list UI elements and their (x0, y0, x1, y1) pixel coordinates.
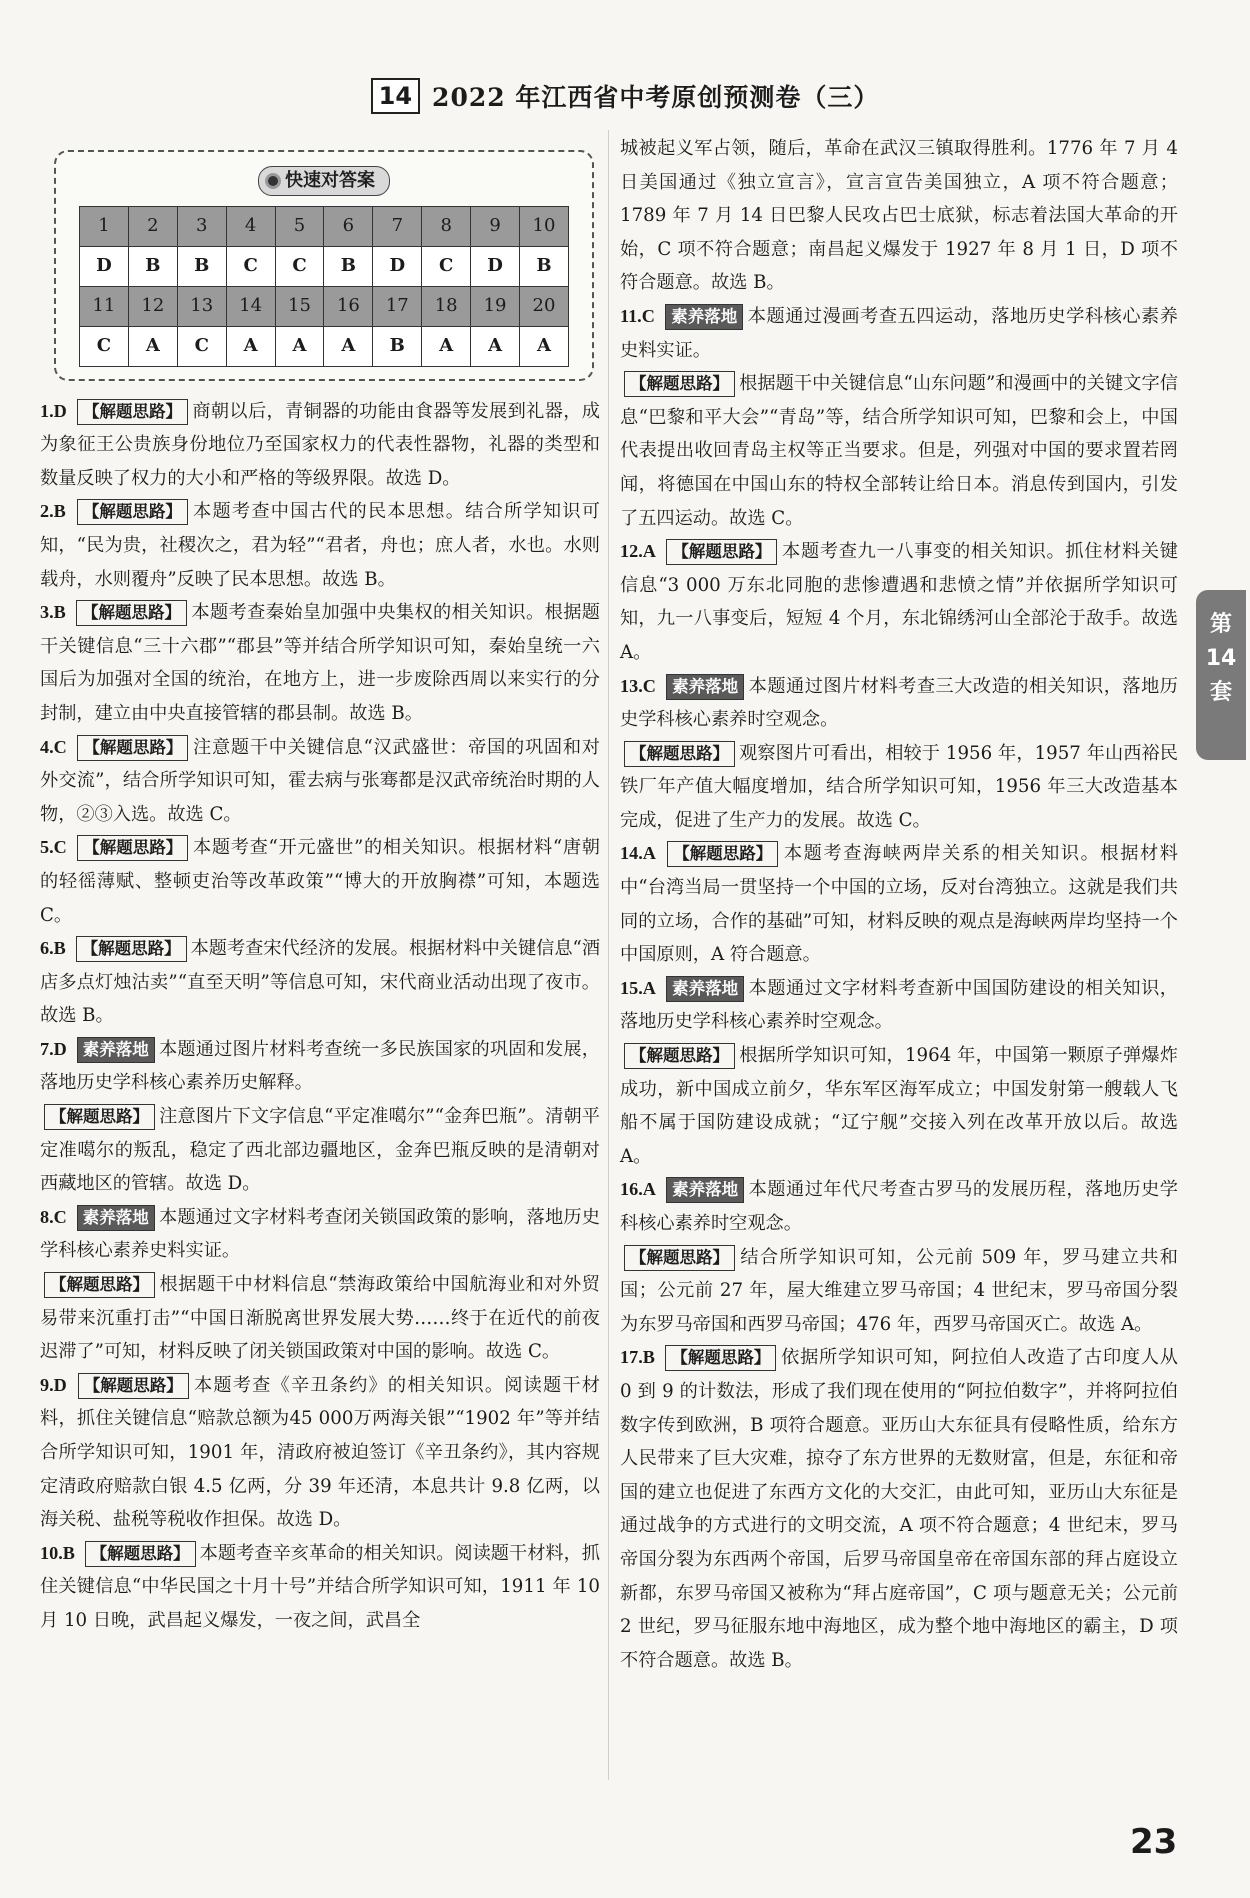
answer-cell: A (275, 326, 324, 366)
question-number-cell: 4 (226, 206, 275, 246)
chapter-side-tab (1196, 590, 1246, 760)
answer-cell: D (471, 246, 520, 286)
analysis-label: 【解题思路】 (624, 1245, 735, 1271)
analysis-label: 【解题思路】 (667, 841, 778, 867)
question-number-cell: 5 (275, 206, 324, 246)
question-number-cell: 6 (324, 206, 373, 246)
answer-table-answer-row (80, 326, 569, 366)
answer-cell: C (80, 326, 129, 366)
page-title: 2022 年江西省中考原创预测卷（三） (432, 83, 880, 112)
analysis-label: 【解题思路】 (77, 499, 188, 525)
answer-cell: B (128, 246, 177, 286)
answer-table-number-row (80, 286, 569, 326)
answer-item-13: 13.C 素养落地 本题通过图片材料考查三大改造的相关知识，落地历史学科核心素养时空观念。 【解题思路】 观察图片可看出，相较于 1956 年，1957 年山西裕民铁厂年产值大幅度增加，结合所学知识可知，1956 年三大改造基本完成，促进了生产力的发展。故选 C。 (620, 675, 1178, 831)
answer-table-answer-row (80, 246, 569, 286)
target-icon (265, 173, 281, 189)
question-number-cell: 3 (177, 206, 226, 246)
question-number-cell: 19 (471, 286, 520, 326)
answer-item-15: 15.A 素养落地 本题通过文字材料考查新中国国防建设的相关知识，落地历史学科核心素养时空观念。 【解题思路】 根据所学知识可知，1964 年，中国第一颗原子弹爆炸成功，新中国成立前夕，华东军区海军成立；中国发射第一艘载人飞船不属于国防建设成就；“辽宁舰”交接入列在改革开放以后。故选 A。 (620, 977, 1178, 1167)
analysis-label: 【解题思路】 (666, 539, 777, 565)
literacy-label: 素养落地 (666, 674, 744, 700)
analysis-label: 【解题思路】 (77, 399, 188, 425)
side-tab-line-3: 套 (1209, 680, 1232, 705)
analysis-label: 【解题思路】 (624, 741, 735, 767)
answer-cell: A (128, 326, 177, 366)
literacy-label: 素养落地 (666, 1177, 744, 1203)
page-number: 23 (1130, 1822, 1178, 1862)
answer-cell: A (520, 326, 569, 366)
question-number-cell: 2 (128, 206, 177, 246)
answer-item-14: 14.A 【解题思路】 本题考查海峡两岸关系的相关知识。根据材料中“台湾当局一贯坚持一个中国的立场，反对台湾独立。这就是我们共同的立场，合作的基础”可知，材料反映的观点是海峡两岸均坚持一个中国原则，A 符合题意。 (620, 843, 1178, 966)
answer-item-17: 17.B 【解题思路】 依据所学知识可知，阿拉伯人改造了古印度人从 0 到 9 的计数法，形成了我们现在使用的“阿拉伯数字”，并将阿拉伯数字传到欧洲，B 项符合题意。亚历山大东征具有侵略性质，给东方人民带来了巨大灾难，掠夺了东方世界的无数财富，但是，东征和帝国的建立也促进了东西方文化的大交汇，由此可知，亚历山大东征是通过战争的方式进行的文明交流，A 项不符合题意；4 世纪末，罗马帝国分裂为东西两个帝国，后罗马帝国皇帝在帝国东部的拜占庭设立新都，东罗马帝国又被称为“拜占庭帝国”，C 项与题意无关；公元前 2 世纪，罗马征服东地中海地区，成为整个地中海地区的霸主，D 项不符合题意。故选 B。 (620, 1347, 1178, 1671)
answer-cell: A (324, 326, 373, 366)
side-tab-line-1: 第 (1209, 612, 1232, 637)
right-column (620, 132, 1178, 1677)
answer-cell: A (422, 326, 471, 366)
analysis-label: 【解题思路】 (77, 735, 188, 761)
analysis-label: 【解题思路】 (77, 835, 188, 861)
literacy-label: 素养落地 (77, 1205, 155, 1231)
answer-item-5: 5.C 【解题思路】 本题考查“开元盛世”的相关知识。根据材料“唐朝的轻徭薄赋、整顿吏治等改革政策”“博大的开放胸襟”可知，本题选 C。 (40, 837, 600, 926)
literacy-label: 素养落地 (666, 976, 744, 1002)
column-divider (608, 130, 609, 1780)
answer-cell: B (324, 246, 373, 286)
answer-cell: D (80, 246, 129, 286)
answer-item-4: 4.C 【解题思路】 注意题干中关键信息“汉武盛世：帝国的巩固和对外交流”，结合所学知识可知，霍去病与张骞都是汉武帝统治时期的人物，②③入选。故选 C。 (40, 736, 600, 825)
answer-table-number-row (80, 206, 569, 246)
question-number-cell: 1 (80, 206, 129, 246)
answer-item-10: 10.B 【解题思路】 本题考查辛亥革命的相关知识。阅读题干材料，抓住关键信息“中华民国之十月十号”并结合所学知识可知，1911 年 10 月 10 日晚，武昌起义爆发，一夜之间，武昌全 (40, 1542, 600, 1631)
answer-item-3: 3.B 【解题思路】 本题考查秦始皇加强中央集权的相关知识。根据题干关键信息“三十六郡”“郡县”等并结合所学知识可知，秦始皇统一六国后为加强对全国的统治，在地方上，进一步废除西周以来实行的分封制，建立由中央直接管辖的郡县制。故选 B。 (40, 602, 600, 724)
answer-cell: B (177, 246, 226, 286)
answer-cell: C (422, 246, 471, 286)
question-number-cell: 12 (128, 286, 177, 326)
side-tab-line-2: 14 (1205, 646, 1237, 671)
answer-cell: A (226, 326, 275, 366)
answer-cell: C (226, 246, 275, 286)
answer-cell: C (275, 246, 324, 286)
set-number-badge: 14 (371, 78, 420, 114)
question-number-cell: 13 (177, 286, 226, 326)
answer-item-10-continued: 城被起义军占领，随后，革命在武汉三镇取得胜利。1776 年 7 月 4 日美国通过《独立宣言》，宣言宣告美国独立，A 项不符合题意；1789 年 7 月 14 日巴黎人民攻占巴士底狱，标志着法国大革命的开始，C 项不符合题意；南昌起义爆发于 1927 年 8 月 1 日，D 项不符合题意。故选 B。 (620, 138, 1178, 294)
analysis-label: 【解题思路】 (624, 371, 735, 397)
question-number-cell: 14 (226, 286, 275, 326)
literacy-label: 素养落地 (77, 1037, 155, 1063)
answer-cell: C (177, 326, 226, 366)
analysis-label: 【解题思路】 (665, 1345, 776, 1371)
analysis-label: 【解题思路】 (44, 1104, 155, 1130)
answer-cell: B (520, 246, 569, 286)
analysis-label: 【解题思路】 (44, 1272, 155, 1298)
answer-item-11: 11.C 素养落地 本题通过漫画考查五四运动，落地历史学科核心素养史料实证。 【解题思路】 根据题干中关键信息“山东问题”和漫画中的关键文字信息“巴黎和平大会”“青岛”等，结合所学知识可知，巴黎和会上，中国代表提出收回青岛主权等正当要求。但是，列强对中国的要求置若罔闻，将德国在中国山东的特权全部转让给日本。消息传到国内，引发了五四运动。故选 C。 (620, 305, 1178, 529)
answer-item-2: 2.B 【解题思路】 本题考查中国古代的民本思想。结合所学知识可知，“民为贵，社稷次之，君为轻”“君者，舟也；庶人者，水也。水则载舟，水则覆舟”反映了民本思想。故选 B。 (40, 501, 600, 590)
analysis-label: 【解题思路】 (76, 936, 187, 962)
analysis-label: 【解题思路】 (78, 1373, 189, 1399)
left-column (40, 132, 600, 1638)
answer-item-16: 16.A 素养落地 本题通过年代尺考查古罗马的发展历程，落地历史学科核心素养时空观念。 【解题思路】 结合所学知识可知，公元前 509 年，罗马建立共和国；公元前 27 年，屋大维建立罗马帝国；4 世纪末，罗马帝国分裂为东罗马帝国和西罗马帝国；476 年，西罗马帝国灭亡。故选 A。 (620, 1179, 1178, 1335)
answer-item-1: 1.D 【解题思路】 商朝以后，青铜器的功能由食器等发展到礼器，成为象征王公贵族身份地位乃至国家权力的代表性器物，礼器的类型和数量反映了权力的大小和严格的等级界限。故选 D。 (40, 400, 600, 489)
question-number-cell: 7 (373, 206, 422, 246)
page-header (0, 78, 1250, 114)
question-number-cell: 10 (520, 206, 569, 246)
question-number-cell: 17 (373, 286, 422, 326)
question-number-cell: 20 (520, 286, 569, 326)
answer-item-7: 7.D 素养落地 本题通过图片材料考查统一多民族国家的巩固和发展，落地历史学科核心素养历史解释。 【解题思路】 注意图片下文字信息“平定准噶尔”“金奔巴瓶”。清朝平定准噶尔的叛乱，稳定了西北部边疆地区，金奔巴瓶反映的是清朝对西藏地区的管辖。故选 D。 (40, 1038, 600, 1195)
answer-table (79, 206, 569, 367)
analysis-label: 【解题思路】 (76, 600, 187, 626)
quick-answer-title: 快速对答案 (70, 164, 578, 198)
question-number-cell: 15 (275, 286, 324, 326)
quick-answer-box (54, 150, 594, 381)
answer-cell: D (373, 246, 422, 286)
answer-item-9: 9.D 【解题思路】 本题考查《辛丑条约》的相关知识。阅读题干材料，抓住关键信息“赔款总额为45 000万两海关银”“1902 年”等并结合所学知识可知，1901 年，清政府被迫签订《辛丑条约》，其内容规定清政府赔款白银 4.5 亿两，分 39 年还清，本息共计 9.8 亿两，以海关税、盐税等税收作担保。故选 D。 (40, 1374, 600, 1531)
answer-item-8: 8.C 素养落地 本题通过文字材料考查闭关锁国政策的影响，落地历史学科核心素养史料实证。 【解题思路】 根据题干中材料信息“禁海政策给中国航海业和对外贸易带来沉重打击”“中国日渐脱离世界发展大势……终于在近代的前夜迟滞了”可知，材料反映了闭关锁国政策对中国的影响。故选 C。 (40, 1206, 600, 1363)
answer-item-12: 12.A 【解题思路】 本题考查九一八事变的相关知识。抓住材料关键信息“3 000 万东北同胞的悲惨遭遇和悲愤之情”并依据所学知识可知，九一八事变后，短短 4 个月，东北锦绣河山全部沦于敌手。故选 A。 (620, 541, 1178, 663)
answer-item-6: 6.B 【解题思路】 本题考查宋代经济的发展。根据材料中关键信息“酒店多点灯烛沽卖”“直至天明”等信息可知，宋代商业活动出现了夜市。故选 B。 (40, 938, 601, 1027)
question-number-cell: 18 (422, 286, 471, 326)
question-number-cell: 11 (80, 286, 129, 326)
question-number-cell: 8 (422, 206, 471, 246)
answer-cell: B (373, 326, 422, 366)
analysis-label: 【解题思路】 (624, 1043, 735, 1069)
question-number-cell: 16 (324, 286, 373, 326)
question-number-cell: 9 (471, 206, 520, 246)
answer-cell: A (471, 326, 520, 366)
analysis-label: 【解题思路】 (85, 1541, 196, 1567)
literacy-label: 素养落地 (665, 304, 743, 330)
